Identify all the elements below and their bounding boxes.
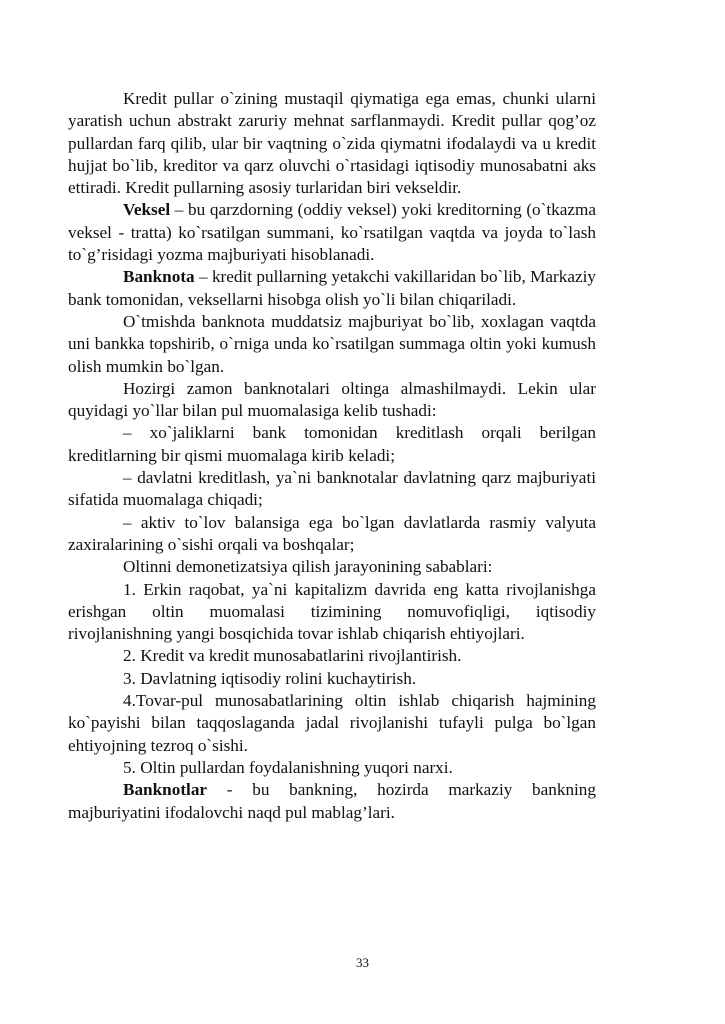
reason-2-text: 2. Kredit va kredit munosabatlarini rivojlantirish. xyxy=(123,646,462,666)
term-veksel: Veksel xyxy=(123,200,171,220)
term-banknotlar: Banknotlar xyxy=(123,780,208,800)
paragraph-6 xyxy=(68,556,596,578)
page-number: 33 xyxy=(356,955,369,970)
reason-5 xyxy=(68,757,596,779)
reason-3 xyxy=(68,668,596,690)
reason-4-text: 4.Tovar-pul munosabatlarining oltin ishlab chiqarish hajmining ko`payishi bilan taqqoslaganda jadal rivojlanishi tufayli pulga bo`lgan ehtiyojning tezroq o`sishi. xyxy=(68,691,596,755)
list-item-3 xyxy=(68,512,596,557)
reason-1 xyxy=(68,579,596,646)
reason-4 xyxy=(68,690,596,757)
list-item-1-text: – xo`jaliklarni bank tomonidan kreditlash orqali berilgan kreditlarning bir qismi muomalaga kirib keladi; xyxy=(68,423,596,465)
paragraph-1 xyxy=(68,88,596,199)
paragraph-3-text: – kredit pullarning yetakchi vakillaridan bo`lib, Markaziy bank tomonidan, veksellarni hisobga olish yo`li bilan chiqariladi. xyxy=(68,267,596,309)
reason-2 xyxy=(68,645,596,667)
paragraph-4-text: O`tmishda banknota muddatsiz majburiyat bo`lib, xoxlagan vaqtda uni bankka topshirib, o`rniga unda ko`rsatilgan summaga oltin yoki kumush olish mumkin bo`lgan. xyxy=(68,311,596,376)
list-item-1 xyxy=(68,422,596,467)
paragraph-6-text: Oltinni demonetizatsiya qilish jarayonining sabablari: xyxy=(123,557,493,577)
paragraph-5-text: Hozirgi zamon banknotalari oltinga almashilmaydi. Lekin ular quyidagi yo`llar bilan pul muomalasiga kelib tushadi: xyxy=(68,378,596,421)
list-item-2 xyxy=(68,467,596,512)
page-body xyxy=(68,88,596,824)
paragraph-5 xyxy=(68,378,596,423)
term-banknota: Banknota xyxy=(123,267,195,287)
paragraph-3 xyxy=(68,266,596,311)
paragraph-7 xyxy=(68,779,596,824)
reason-3-text: 3. Davlatning iqtisodiy rolini kuchaytirish. xyxy=(123,668,417,688)
paragraph-2 xyxy=(68,199,596,266)
list-item-3-text: – aktiv to`lov balansiga ega bo`lgan davlatlarda rasmiy valyuta zaxiralarining o`sishi orqali va boshqalar; xyxy=(68,512,596,554)
reason-5-text: 5. Oltin pullardan foydalanishning yuqori narxi. xyxy=(123,757,453,777)
paragraph-7-text: - bu bankning, hozirda markaziy bankning majburiyatini ifodalovchi naqd pul mablag’lari. xyxy=(68,780,596,822)
list-item-2-text: – davlatni kreditlash, ya`ni banknotalar davlatning qarz majburiyati sifatida muomalaga chiqadi; xyxy=(68,468,596,510)
reason-1-text: 1. Erkin raqobat, ya`ni kapitalizm davrida eng katta rivojlanishga erishgan oltin muomalasi tizimining nomuvofiqligi, iqtisodiy rivojlanishning yangi bosqichida tovar ishlab chiqarish ehtiyojlari. xyxy=(68,579,596,644)
paragraph-2-text: – bu qarzdorning (oddiy veksel) yoki kreditorning (o`tkazma veksel - tratta) ko`rsatilgan summani, ko`rsatilgan vaqtda va joyda to`lash to`g’risidagi yozma majburiyati hisoblanadi. xyxy=(68,200,596,265)
paragraph-4 xyxy=(68,311,596,378)
paragraph-1-text: Kredit pullar o`zining mustaqil qiymatiga ega emas, chunki ularni yaratish uchun abstrakt zaruriy mehnat sarflanmaydi. Kredit pullar qog’oz pullardan farq qilib, ular bir vaqtning o`zida qiymatni ifodalaydi va u kredit hujjat bo`lib, kreditor va qarz oluvchi o`rtasidagi iqtisodiy munosabatni aks ettiradi. Kredit pullarning asosiy turlaridan biri vekseldir. xyxy=(68,89,596,198)
